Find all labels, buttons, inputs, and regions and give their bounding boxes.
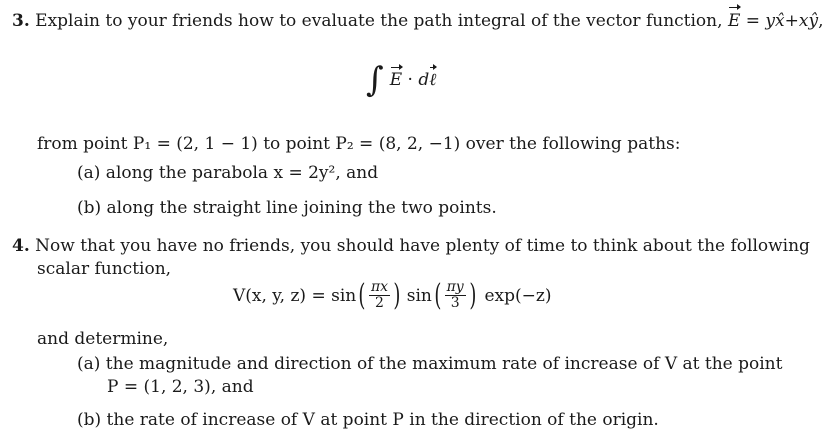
- fraction-pi-y-over-3: [445, 280, 466, 311]
- path-integral-equation: [366, 60, 437, 100]
- frac2-numerator: πy: [446, 279, 464, 295]
- problem-3-intro: Explain to your friends how to evaluate the path integral of the vector function,: [35, 11, 728, 31]
- frac1-denominator: 2: [375, 295, 384, 311]
- problem-3-part-b: (b) along the straight line joining the two points.: [77, 198, 497, 218]
- problem-4-part-a-line-2: P = (1, 2, 3), and: [107, 377, 254, 397]
- exp-term: exp(−z): [484, 285, 552, 306]
- scalar-function-equation: V(x, y, z) = sin ( $\frac{\pi x}{2}$ ) sin ( $\frac{\pi y}{3}$ ) exp(−z): [233, 277, 552, 313]
- problem-3-header: [12, 10, 823, 32]
- problem-4-number: 4.: [12, 236, 30, 256]
- integrand: E · dℓ: [389, 70, 437, 90]
- problem-4-line-2: scalar function,: [37, 259, 172, 279]
- problem-4-part-b: (b) the rate of increase of V at point P in the direction of the origin.: [77, 410, 659, 430]
- problem-4-determine: and determine,: [37, 329, 169, 349]
- frac2-denominator: 3: [450, 295, 460, 311]
- problem-3-function-def: E = yx̂+xŷ,: [727, 11, 824, 31]
- equation-lhs: V(x, y, z) = sin: [233, 285, 357, 306]
- problem-4-line-1: Now that you have no friends, you should have plenty of time to think about the following: [35, 236, 810, 256]
- problem-4-header: [12, 235, 810, 257]
- problem-3-part-a: (a) along the parabola x = 2y², and: [77, 163, 379, 183]
- fraction-pi-x-over-2: [369, 280, 390, 311]
- sin-2: sin: [406, 285, 432, 306]
- problem-3-from-line: from point P₁ = (2, 1 − 1) to point P₂ = (8, 2, −1) over the following paths:: [37, 134, 681, 154]
- problem-3-number: 3.: [12, 11, 30, 31]
- problem-4-part-a-line-1: (a) the magnitude and direction of the maximum rate of increase of V at the point: [77, 354, 783, 374]
- frac1-numerator: πx: [370, 279, 389, 295]
- integral-sign: ∫: [366, 60, 384, 100]
